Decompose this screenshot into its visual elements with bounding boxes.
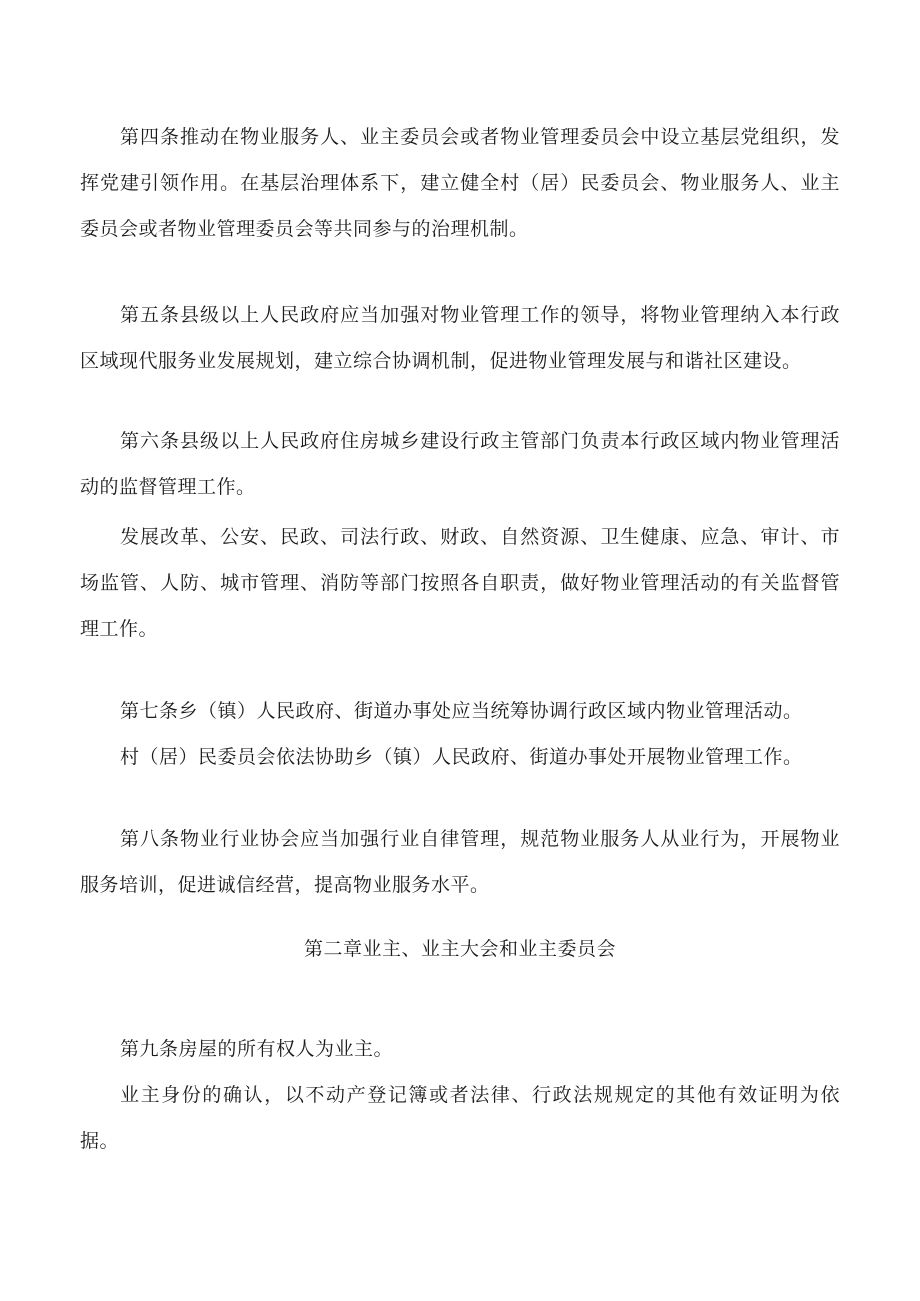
article-9-subparagraph: 业主身份的确认，以不动产登记簿或者法律、行政法规规定的其他有效证明为依据。	[80, 1084, 840, 1152]
article-4-paragraph: 第四条推动在物业服务人、业主委员会或者物业管理委员会中设立基层党组织，发挥党建引领作用。在基层治理体系下，建立健全村（居）民委员会、物业服务人、业主委员会或者物业管理委员会等共同参与的治理机制。	[80, 126, 840, 240]
article-7-subparagraph: 村（居）民委员会依法协助乡（镇）人民政府、街道办事处开展物业管理工作。	[120, 746, 803, 768]
chapter-2-heading: 第二章业主、业主大会和业主委员会	[303, 938, 616, 960]
article-9-paragraph: 第九条房屋的所有权人为业主。	[120, 1038, 394, 1060]
article-5-paragraph: 第五条县级以上人民政府应当加强对物业管理工作的领导，将物业管理纳入本行政区域现代服务业发展规划，建立综合协调机制，促进物业管理发展与和谐社区建设。	[80, 304, 840, 372]
article-7-paragraph: 第七条乡（镇）人民政府、街道办事处应当统筹协调行政区域内物业管理活动。	[120, 700, 803, 722]
article-6-subparagraph: 发展改革、公安、民政、司法行政、财政、自然资源、卫生健康、应急、审计、市场监管、人防、城市管理、消防等部门按照各自职责，做好物业管理活动的有关监督管理工作。	[80, 526, 840, 640]
article-6-paragraph: 第六条县级以上人民政府住房城乡建设行政主管部门负责本行政区域内物业管理活动的监督管理工作。	[80, 430, 840, 498]
article-8-paragraph: 第八条物业行业协会应当加强行业自律管理，规范物业服务人从业行为，开展物业服务培训，促进诚信经营，提高物业服务水平。	[80, 828, 840, 896]
